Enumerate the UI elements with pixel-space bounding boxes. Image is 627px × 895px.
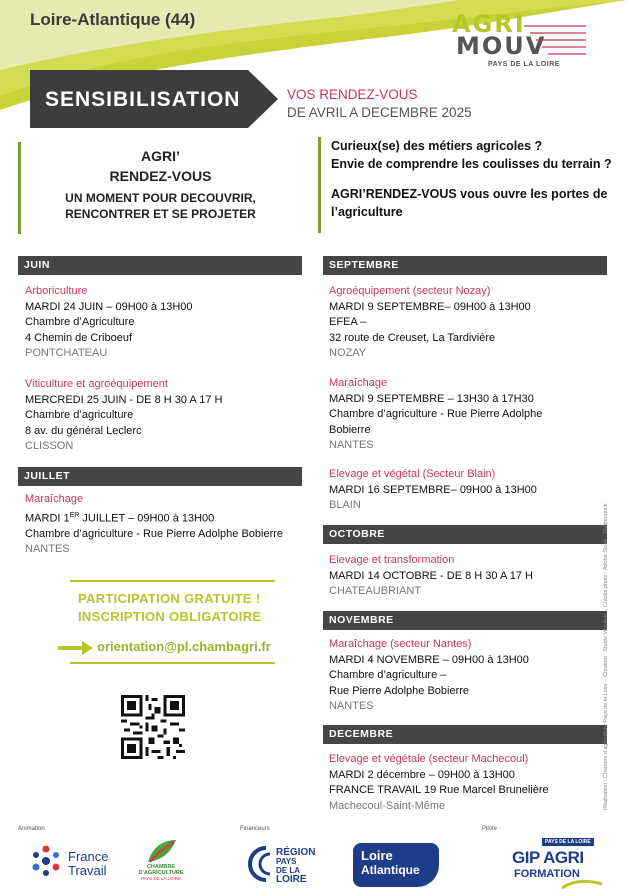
- promo-free: PARTICIPATION GRATUITE !: [78, 591, 261, 606]
- chambre-line-3: PAYS DE LA LOIRE: [140, 876, 182, 881]
- france-travail-dots-icon: [28, 843, 64, 879]
- logo-stripes-icon: [520, 20, 590, 60]
- event-address: Bobierre: [329, 423, 371, 436]
- loire-atlantique-logo: [353, 843, 439, 887]
- promo-top-line: [70, 580, 275, 582]
- event-place: Chambre d’agriculture - Rue Pierre Adolphe: [329, 408, 543, 420]
- event-category: Agroéquipement (secteur Nozay): [329, 285, 491, 297]
- logo-text-mouv: MOUV: [456, 32, 547, 60]
- event-viticulture: [25, 377, 222, 455]
- gip-swoosh-icon: [562, 880, 602, 890]
- region-text: [276, 848, 315, 884]
- arrow-right-icon: [58, 640, 94, 656]
- title-line-1: AGRI’: [141, 148, 180, 164]
- gip-line-2: FORMATION: [514, 868, 580, 880]
- gip-line-1: GIP AGRI: [512, 848, 584, 867]
- photo-credits: [603, 480, 617, 810]
- event-category: Elevage et végétal (Secteur Blain): [329, 468, 496, 480]
- logo-text-region: PAYS DE LA LOIRE: [488, 61, 560, 68]
- event-address: 4 Chemin de Criboeuf: [25, 331, 133, 344]
- event-date: MARDI 9 SEPTEMBRE– 09H00 à 13H00: [329, 300, 531, 313]
- intro-block: [318, 137, 618, 233]
- intro-line-1: Curieux(se) des métiers agricoles ?: [331, 139, 543, 153]
- event-city: Machecoul-Saint-Même: [329, 799, 446, 812]
- event-city: NANTES: [25, 543, 70, 556]
- event-maraichage-juillet: [25, 492, 283, 558]
- event-address: 8 av. du général Leclerc: [25, 424, 142, 437]
- event-category: Arboriculture: [25, 285, 88, 297]
- event-city: CHATEAUBRIANT: [329, 585, 422, 597]
- month-bar-juin: JUIN: [18, 256, 302, 275]
- title-subtitle: [21, 190, 300, 222]
- month-bar-juillet: JUILLET: [18, 467, 302, 486]
- event-category: Maraîchage (secteur Nantes): [329, 638, 472, 650]
- region-line-3: DE LA: [276, 866, 300, 875]
- event-category: Elevage et transformation: [329, 554, 455, 566]
- event-city: NANTES: [329, 700, 374, 712]
- footer-label-financeurs: Financeurs: [240, 826, 270, 832]
- region-line-4: LOIRE: [276, 874, 307, 885]
- region-line-1: RÉGION: [276, 847, 316, 858]
- event-date: MARDI 24 JUIN – 09H00 à 13H00: [25, 300, 193, 313]
- event-date: MERCREDI 25 JUIN - DE 8 H 30 A 17 H: [25, 393, 223, 406]
- event-date-rest: JUILLET – 09H00 à 13H00: [79, 512, 215, 525]
- footer-label-pilote: Pilote: [482, 826, 498, 832]
- title-line-2: RENDEZ-VOUS: [109, 168, 212, 184]
- title-line-4: RENCONTRER ET SE PROJETER: [65, 207, 256, 221]
- event-date: MARDI 2 décembre – 09H00 à 13H00: [329, 768, 515, 781]
- promo-text: [78, 590, 261, 626]
- rdv-line-2: DE AVRIL A DECEMBRE 2025: [287, 105, 472, 120]
- contact-email-link[interactable]: orientation@pl.chambagri.fr: [97, 639, 271, 654]
- region-arcs-icon: [248, 846, 274, 882]
- event-place: Chambre d’Agriculture: [25, 316, 135, 328]
- intro-line-4: l’agriculture: [331, 205, 403, 219]
- rdv-line-1: VOS RENDEZ-VOUS: [287, 87, 418, 102]
- event-city: BLAIN: [329, 499, 361, 511]
- france-travail-line-2: Travail: [68, 863, 107, 878]
- event-elevage-transformation: [329, 553, 533, 600]
- region-label: Loire-Atlantique (44): [30, 10, 196, 29]
- region-pdl-logo: [248, 846, 328, 884]
- rdv-heading: [287, 86, 472, 122]
- event-elevage-machecoul: [329, 752, 549, 814]
- chambre-leaf-icon: [144, 838, 178, 864]
- event-maraichage-septembre: [329, 376, 542, 454]
- promo-bottom-line: [70, 662, 275, 664]
- event-place: FRANCE TRAVAIL 19 Rue Marcel Brunelière: [329, 784, 549, 796]
- event-date: [25, 508, 283, 527]
- intro-line-2: Envie de comprendre les coulisses du terrain ?: [331, 157, 612, 171]
- footer-label-animation: Animation: [18, 826, 45, 832]
- month-bar-decembre: DECEMBRE: [323, 725, 607, 744]
- event-maraichage-nantes: [329, 637, 529, 715]
- event-elevage-blain: [329, 467, 537, 514]
- france-travail-line-1: France: [68, 849, 109, 864]
- promo-registration: INSCRIPTION OBLIGATOIRE: [78, 609, 262, 624]
- la-line-1: Loire: [361, 848, 393, 863]
- intro-line-3: AGRI’RENDEZ-VOUS vous ouvre les portes de: [331, 187, 608, 201]
- event-date: MARDI 9 SEPTEMBRE – 13H30 à 17H30: [329, 392, 534, 405]
- event-city: NANTES: [329, 439, 374, 451]
- event-date-day: MARDI 1: [25, 512, 70, 525]
- event-date: MARDI 16 SEPTEMBRE– 09H00 à 13H00: [329, 483, 537, 496]
- event-category: Maraîchage: [329, 377, 388, 389]
- region-line-2: PAYS: [276, 857, 297, 866]
- event-place: Chambre d’agriculture: [25, 409, 134, 421]
- france-travail-logo: [28, 843, 118, 883]
- month-bar-octobre: OCTOBRE: [323, 525, 607, 544]
- logo-text-agri: AGRI: [452, 10, 526, 38]
- event-title-block: [18, 142, 300, 234]
- event-category: Maraîchage: [25, 493, 84, 505]
- gip-top: PAYS DE LA LOIRE: [542, 838, 594, 846]
- event-date: MARDI 14 OCTOBRE - DE 8 H 30 A 17 H: [329, 569, 533, 582]
- gip-agri-formation-logo: [512, 838, 608, 888]
- event-city: NOZAY: [329, 347, 367, 359]
- photo-credits-text: Réalisation : Chambre d’agriculture Pays de la Loire – Création : Studio Vert Avis – Crédits photo : Adobe Stock - Shutterstock: [603, 503, 609, 810]
- event-place: Chambre d’agriculture –: [329, 669, 447, 681]
- month-bar-septembre: SEPTEMBRE: [323, 256, 607, 275]
- month-bar-novembre: NOVEMBRE: [323, 611, 607, 630]
- qr-code-icon[interactable]: [121, 695, 185, 759]
- event-address: Rue Pierre Adolphe Bobierre: [329, 684, 470, 697]
- event-date-sup: ER: [69, 511, 80, 519]
- sensibilisation-title: SENSIBILISATION: [45, 88, 241, 111]
- event-category: Viticulture et agroéquipement: [25, 378, 168, 390]
- event-address: 32 route de Creuset, La Tardivière: [329, 331, 496, 344]
- event-place: EFEA –: [329, 316, 367, 328]
- event-date: MARDI 4 NOVEMBRE – 09H00 à 13H00: [329, 653, 529, 666]
- title-line-3: UN MOMENT POUR DECOUVRIR,: [65, 191, 256, 205]
- event-city: CLISSON: [25, 440, 74, 452]
- la-line-2: Atlantique: [361, 863, 420, 877]
- chambre-line-2: D’AGRICULTURE: [138, 870, 184, 876]
- event-agroequipement: [329, 284, 531, 362]
- france-travail-text: [68, 850, 108, 878]
- event-arboriculture: [25, 284, 193, 362]
- event-city: PONTCHATEAU: [25, 347, 108, 359]
- chambre-line-1: CHAMBRE: [146, 864, 176, 870]
- event-place: Chambre d’agriculture - Rue Pierre Adolphe Bobierre: [25, 527, 284, 540]
- chambre-agriculture-logo: [126, 838, 196, 888]
- event-category: Elevage et végétale (secteur Machecoul): [329, 753, 529, 765]
